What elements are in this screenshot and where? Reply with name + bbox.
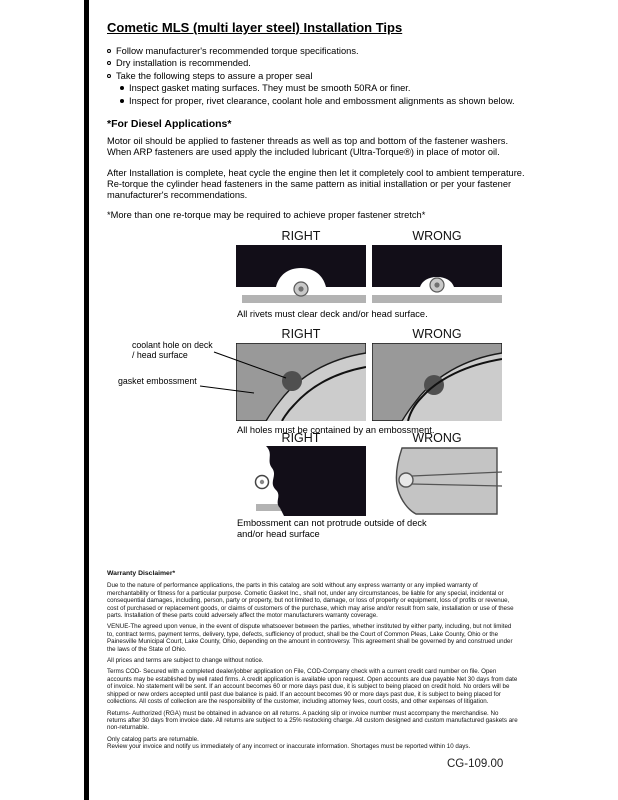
bullet-marker-icon [120, 86, 124, 90]
wrong-label-row1: WRONG [412, 229, 462, 243]
emboss-inside-diagram [236, 446, 366, 516]
disclaimer-heading: Warranty Disclaimer* [107, 570, 176, 577]
disclaimer-paragraph: All prices and terms are subject to change without notice. [107, 657, 264, 665]
right-label-row3: RIGHT [281, 431, 321, 445]
wrong-label-row3: WRONG [412, 431, 462, 445]
diagram-rivet-right [236, 245, 366, 305]
disclaimer-paragraph: Returns- Authorized (RGA) must be obtained in advance on all returns. A packing slip or invoice number must accompany the merchandise. No returns after 30 days from invoice date. All returns are subject to a 25% restocking charge. All custom designed and custom manufactured gaskets are non-returnable. [107, 709, 518, 732]
tips-list [107, 45, 547, 107]
disclaimer-paragraph: Only catalog parts are returnable. [107, 735, 199, 743]
coolant-hole-callout: coolant hole on deck / head surface [132, 340, 213, 360]
left-border-bar [84, 0, 89, 800]
hole-uncontained-diagram [372, 343, 502, 421]
list-item-text: Dry installation is recommended. [116, 58, 251, 69]
list-item [107, 45, 547, 57]
right-label-row2: RIGHT [281, 327, 321, 341]
diesel-paragraph-1: Motor oil should be applied to fastener threads as well as top and bottom of the fastener washers. When ARP fasteners are used apply the included lubricant (Ultra-Torque®) in place of motor oil. [107, 136, 509, 157]
caption-row2: All holes must be contained by an embossment. [237, 425, 435, 435]
diagram-emboss-wrong [372, 446, 502, 516]
diesel-paragraph-2: After Installation is complete, heat cycle the engine then let it completely cool to ambient temperature. Re-torque the cylinder head fasteners in the same pattern as initial installation or per your fastener manufacturer's recommendations. [107, 168, 525, 200]
list-item [107, 70, 547, 82]
page-title: Cometic MLS (multi layer steel) Installation Tips [107, 20, 403, 35]
retorque-note: *More than one re-torque may be required to achieve proper fastener stretch* [107, 210, 426, 220]
diagram-rivet-wrong [372, 245, 502, 305]
diagram-emboss-right [236, 446, 366, 516]
hole-contained-diagram [236, 343, 366, 421]
wrong-label-row2: WRONG [412, 327, 462, 341]
rivet-interfere-diagram [372, 245, 502, 305]
disclaimer-paragraph: Due to the nature of performance applications, the parts in this catalog are sold without any express warranty or any implied warranty of merchantability or fitness for a particular purpose. Cometic Gasket Inc., shall not, under any circumstances, be liable for any special, incidental or consequential damages, including, person, party or property, but not limited to, damage, or loss of property or equipment, loss of profits or revenue, cost of purchased or replacement goods, or claims of customers of the purchase, which may arise and/or result from sale, installation or use of these parts. Installation of these parts could adversely affect the motor manufacturers warranty coverage. [107, 582, 514, 620]
bullet-marker-icon [107, 49, 111, 53]
right-label-row1: RIGHT [281, 229, 321, 243]
warranty-disclaimer [107, 570, 519, 755]
caption-row3: Embossment can not protrude outside of deck and/or head surface [237, 518, 427, 539]
list-item-text: Inspect for proper, rivet clearance, coolant hole and embossment alignments as shown below. [129, 95, 515, 106]
list-item-text: Inspect gasket mating surfaces. They must be smooth 50RA or finer. [129, 83, 411, 94]
bullet-marker-icon [107, 74, 111, 78]
disclaimer-paragraph: Terms COD- Secured with a completed dealer/jobber application on File, COD-Company check with a current credit card number on file. Open accounts may be established by well rated firms. A credit application is available upon request. Open accounts are due payable Net 30 days from date of invoice. No statement will be sent. If an account becomes 60 or more days past due, it is subject to being placed on credit hold. No orders will be shipped or new orders accepted until past due balance is paid. If an account becomes 90 or more days past due, it is subject to being placed for collections. All costs of collection are the responsibility of the customer, including attorney fees, court costs, and other expenses of litigation. [107, 668, 518, 706]
diesel-heading: *For Diesel Applications* [107, 118, 232, 130]
list-item [107, 57, 547, 69]
emboss-protrude-diagram [372, 446, 502, 516]
diagram-hole-right [236, 343, 366, 421]
list-item-text: Follow manufacturer's recommended torque specifications. [116, 46, 359, 56]
document-number: CG-109.00 [447, 758, 504, 770]
list-sub-item [120, 95, 547, 107]
disclaimer-paragraph: Review your invoice and notify us immediately of any incorrect or inaccurate information. Shortages must be reported within 10 days. [107, 743, 471, 751]
list-sub-item [120, 82, 547, 94]
caption-row1: All rivets must clear deck and/or head surface. [237, 309, 428, 319]
diagram-hole-wrong [372, 343, 502, 421]
list-item-text: Take the following steps to assure a proper seal [116, 70, 313, 81]
rivet-clear-diagram [236, 245, 366, 305]
gasket-embossment-callout: gasket embossment [118, 376, 197, 386]
bullet-marker-icon [120, 99, 124, 103]
disclaimer-paragraph: VENUE-The agreed upon venue, in the event of dispute whatsoever between the parties, whether instituted by either party, including, but not limited to, contract terms, payment terms, delivery, type, defects, sufficiency of product, shall be the Court of Common Pleas, Lake County, Ohio or the Painesville Municipal Court, Lake County, Ohio, depending on the amount in controversy. This agreement shall be governed by and construed under the laws of the State of Ohio. [107, 623, 513, 653]
bullet-marker-icon [107, 61, 111, 65]
